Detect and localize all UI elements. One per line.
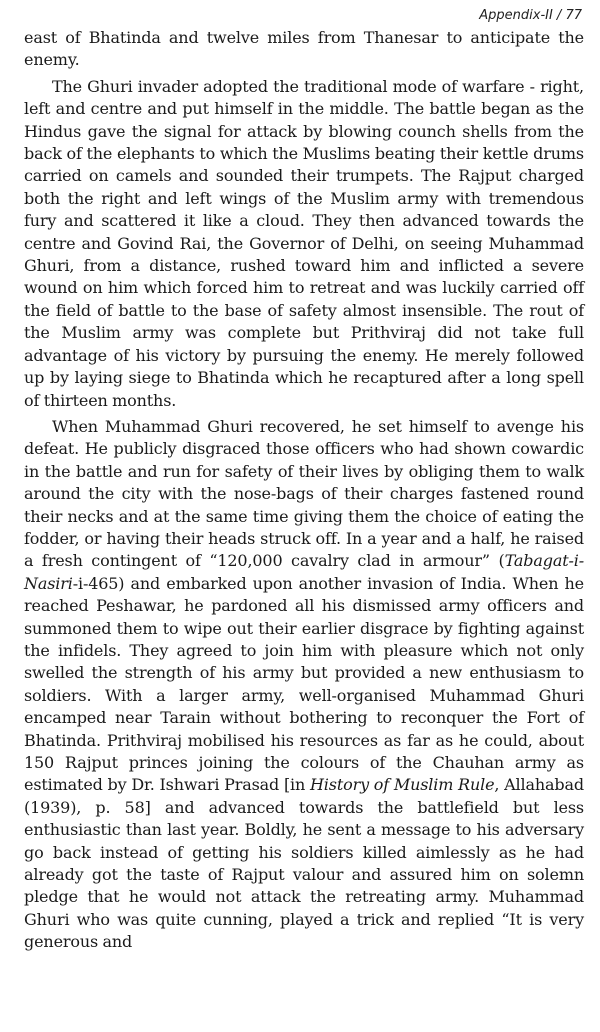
paragraph-text: The Ghuri invader adopted the traditional mode of warfare - right, left and centre and put himself in the middle. The battle began as the Hindus gave the signal for attack by blowing counch shells from the back of the elephants to which the Muslims beating their kettle drums carried on camels and sounded their trumpets. The Rajput charged both the right and left wings of the Muslim army with tremendous fury and scattered it like a cloud. They then advanced towards the centre and Govind Rai, the Governor of Delhi, on seeing Muhammad Ghuri, from a distance, rushed toward him and inflicted a severe wound on him which forced him to retreat and was luckily carried off the field of battle to the base of safety almost insensible. The rout of the Muslim army was complete but Prithviraj did not take full advantage of his victory by pursuing the enemy. He merely followed up by laying siege to Bhatinda which he recaptured after a long spell of thirteen months. [24,76,584,410]
paragraph-text: When Muhammad Ghuri recovered, he set himself to avenge his defeat. He publicly disgraced those officers who had shown cowardic in the battle and run for safety of their lives by obliging them to walk around the city with the nose-bags of their charges fastened round their necks and at the same time giving them the choice of eating the fodder, or having their heads struck off. In a year and a half, he raised a fresh contingent of “120,000 cavalry clad in armour” ( [24,416,584,571]
paragraph-1 [24,27,584,72]
paragraph-text: east of Bhatinda and twelve miles from Thanesar to anticipate the enemy. [24,28,584,70]
body-text [24,27,584,954]
paragraph-text: , Allahabad (1939), p. 58] and advanced towards the battlefield but less enthusiastic than last year. Boldly, he sent a message to his adversary go back instead of getting his soldiers killed aimlessly as he had already got the taste of Rajput valour and assured him on solemn pledge that he would not attack the retreating army. Muhammad Ghuri who was quite cunning, played a trick and replied “It is very generous and [24,775,584,952]
italic-citation: History of Muslim Rule [309,775,495,795]
running-head: Appendix-II / 77 [479,8,582,23]
paragraph-2 [24,76,584,412]
paragraph-text: -i-465) and embarked upon another invasion of India. When he reached Peshawar, he pardoned all his dismissed army officers and summoned them to wipe out their earlier disgrace by fighting against the infidels. They agreed to join him with pleasure which not only swelled the strength of his army but provided a new enthusiasm to soldiers. With a larger army, well-organised Muhammad Ghuri encamped near Tarain without bothering to reconquer the Fort of Bhatinda. Prithviraj mobilised his resources as far as he could, about 150 Rajput princes joining the colours of the Chauhan army as estimated by Dr. Ishwari Prasad [in [24,573,584,795]
paragraph-3 [24,416,584,954]
italic-citation: Tabagat-i-Nasiri [24,551,584,593]
